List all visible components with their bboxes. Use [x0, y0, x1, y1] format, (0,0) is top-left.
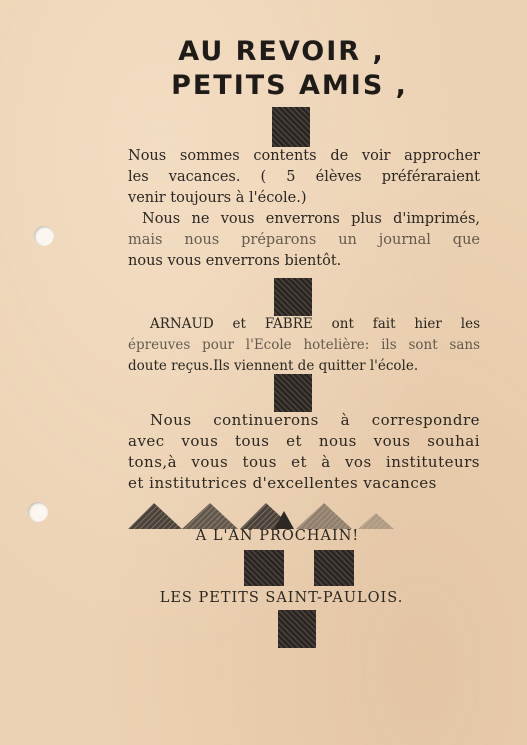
- triangle-border-ornament: [126, 497, 466, 531]
- paragraph-arnaud-fabre: [128, 314, 480, 377]
- punch-hole: [34, 226, 54, 246]
- stamp-square-ornament: [244, 550, 284, 586]
- text-line: Nous ne vous enverrons plus d'imprimés,: [142, 211, 480, 227]
- stamp-square-ornament: [274, 278, 312, 316]
- text-line: Nous continuerons à correspondre: [150, 411, 480, 429]
- triangle-ornament: [182, 503, 238, 529]
- text-line: les vacances. ( 5 élèves préféraraient: [128, 169, 480, 185]
- title-line-2: PETITS AMIS ,: [171, 70, 408, 101]
- text-line: mais nous préparons un journal que: [128, 232, 480, 248]
- text-line: ARNAUD et FABRE ont fait hier les: [150, 316, 480, 332]
- stamp-square-ornament: [278, 610, 316, 648]
- paragraph-vacances: [128, 146, 480, 272]
- paragraph-souhaits: [128, 410, 480, 494]
- triangle-ornament: [128, 503, 182, 529]
- closing-greeting: A L'AN PROCHAIN!: [195, 528, 360, 544]
- stamp-square-ornament: [314, 550, 354, 586]
- text-line: venir toujours à l'école.): [128, 190, 307, 206]
- text-line: Nous sommes contents de voir approcher: [128, 148, 480, 164]
- punch-hole: [28, 502, 48, 522]
- stamp-square-ornament: [274, 374, 312, 412]
- triangle-ornament: [358, 513, 394, 529]
- text-line: doute reçus.Ils viennent de quitter l'école.: [128, 358, 419, 374]
- text-line: avec vous tous et nous vous souhai: [128, 432, 480, 450]
- title-line-1: AU REVOIR ,: [178, 36, 385, 67]
- text-line: épreuves pour l'Ecole hotelière: ils sont sans: [128, 337, 480, 353]
- triangle-ornament: [296, 503, 352, 529]
- stamp-square-ornament: [272, 107, 310, 147]
- signature: LES PETITS SAINT-PAULOIS.: [159, 590, 404, 606]
- text-line: nous vous enverrons bientôt.: [128, 253, 342, 269]
- text-line: tons,à vous tous et à vos instituteurs: [128, 453, 480, 471]
- text-line: et institutrices d'excellentes vacances: [128, 474, 437, 492]
